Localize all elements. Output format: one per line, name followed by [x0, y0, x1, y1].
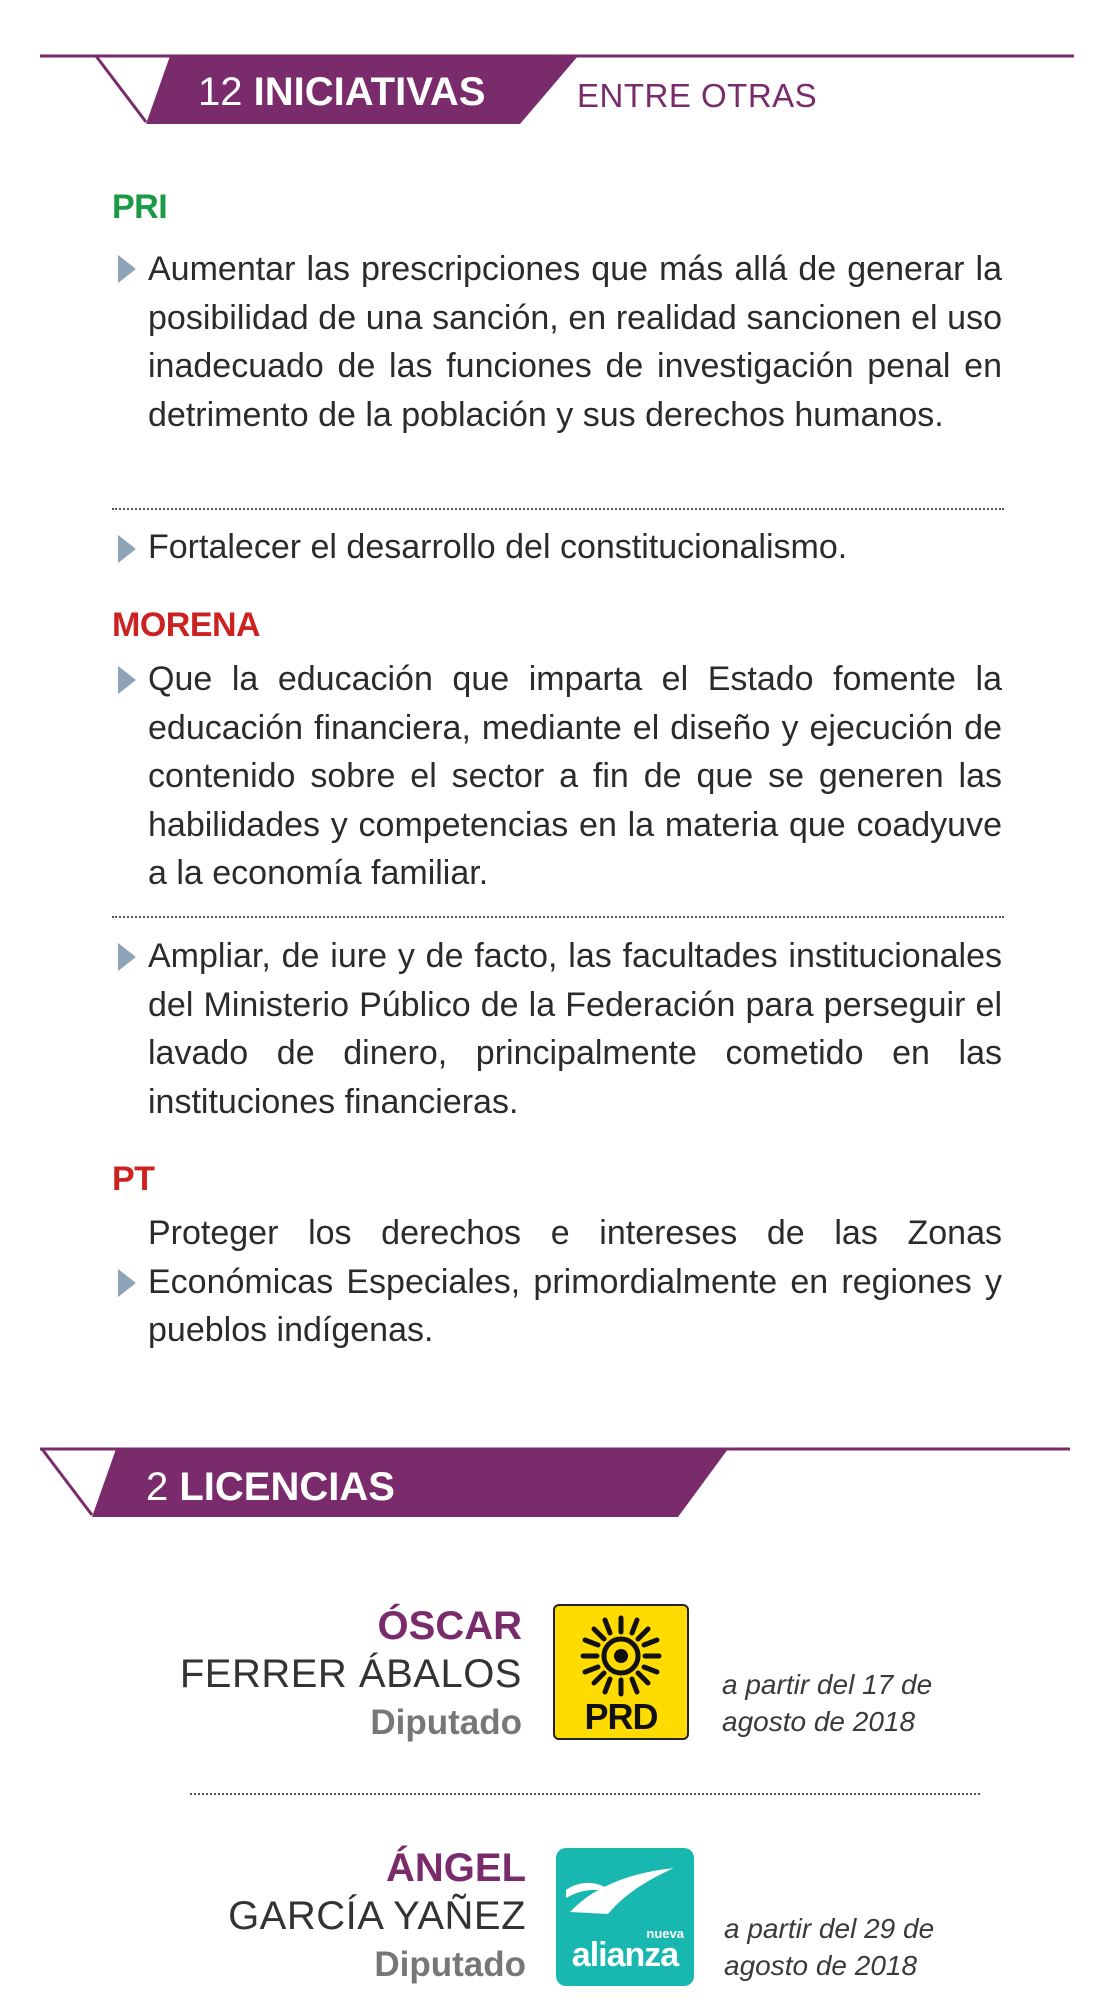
licencia-last-name: GARCÍA YAÑEZ: [228, 1894, 526, 1938]
licencia-role: Diputado: [374, 1945, 526, 1984]
item-text: Que la educación que imparta el Estado fomente la educación financiera, mediante el diseño y ejecución de contenido sobre el sector a fin de que se generen las habilidades y competencias en la materia que coadyuve a la economía familiar.: [148, 660, 1002, 892]
dotted-divider: [112, 916, 1004, 918]
iniciativas-count: 12: [198, 70, 243, 114]
item-text: Proteger los derechos e intereses de las Zonas Económicas Especiales, primordialmente en regiones y pueblos indígenas.: [148, 1214, 1002, 1349]
party-label-pt: PT: [112, 1160, 155, 1198]
swoosh-icon: [556, 1854, 694, 1934]
nueva-alianza-logo: [556, 1848, 694, 1986]
prd-logo-text: PRD: [584, 1696, 658, 1737]
sun-icon: [555, 1610, 687, 1702]
dotted-divider: [190, 1793, 980, 1795]
party-label-pri: PRI: [112, 188, 168, 226]
iniciativas-header-banner: [0, 50, 1106, 130]
licencias-count: 2: [146, 1465, 169, 1509]
item-text: Ampliar, de iure y de facto, las facultades institucionales del Ministerio Público de la Federación para perseguir el lavado de dinero, principalmente cometido en las instituciones financieras.: [148, 937, 1002, 1121]
date-line: a partir del 29 de: [724, 1913, 935, 1944]
party-label-morena: MORENA: [112, 606, 261, 644]
licencias-label: LICENCIAS: [179, 1465, 395, 1509]
date-line: a partir del 17 de: [722, 1669, 933, 1700]
item-text: Fortalecer el desarrollo del constitucionalismo.: [148, 528, 848, 566]
licencia-first-name: ÓSCAR: [377, 1604, 522, 1648]
triangle-bullet-icon: [118, 1269, 136, 1297]
licencia-role: Diputado: [370, 1703, 522, 1742]
licencia-first-name: ÁNGEL: [386, 1846, 526, 1890]
alianza-logo-text: alianza: [571, 1936, 679, 1974]
dotted-divider: [112, 508, 1004, 510]
triangle-bullet-icon: [118, 535, 136, 563]
iniciativas-label: INICIATIVAS: [253, 70, 486, 114]
iniciativas-title: [198, 70, 485, 115]
licencia-last-name: FERRER ÁBALOS: [179, 1652, 522, 1696]
licencia-date: [722, 1666, 972, 1740]
licencia-date: [724, 1910, 974, 1984]
triangle-bullet-icon: [118, 666, 136, 694]
prd-logo: [553, 1604, 689, 1740]
iniciativas-subtitle: ENTRE OTRAS: [577, 77, 818, 114]
licencias-title: [146, 1465, 395, 1510]
date-line: agosto de 2018: [724, 1950, 918, 1981]
date-line: agosto de 2018: [722, 1706, 916, 1737]
triangle-bullet-icon: [118, 943, 136, 971]
alianza-small-text: nueva: [646, 1926, 684, 1941]
triangle-bullet-icon: [118, 255, 136, 283]
item-text: Aumentar las prescripciones que más allá de generar la posibilidad de una sanción, en realidad sancionen el uso inadecuado de las funciones de investigación penal en detrimento de la población y sus derechos humanos.: [148, 250, 1002, 434]
